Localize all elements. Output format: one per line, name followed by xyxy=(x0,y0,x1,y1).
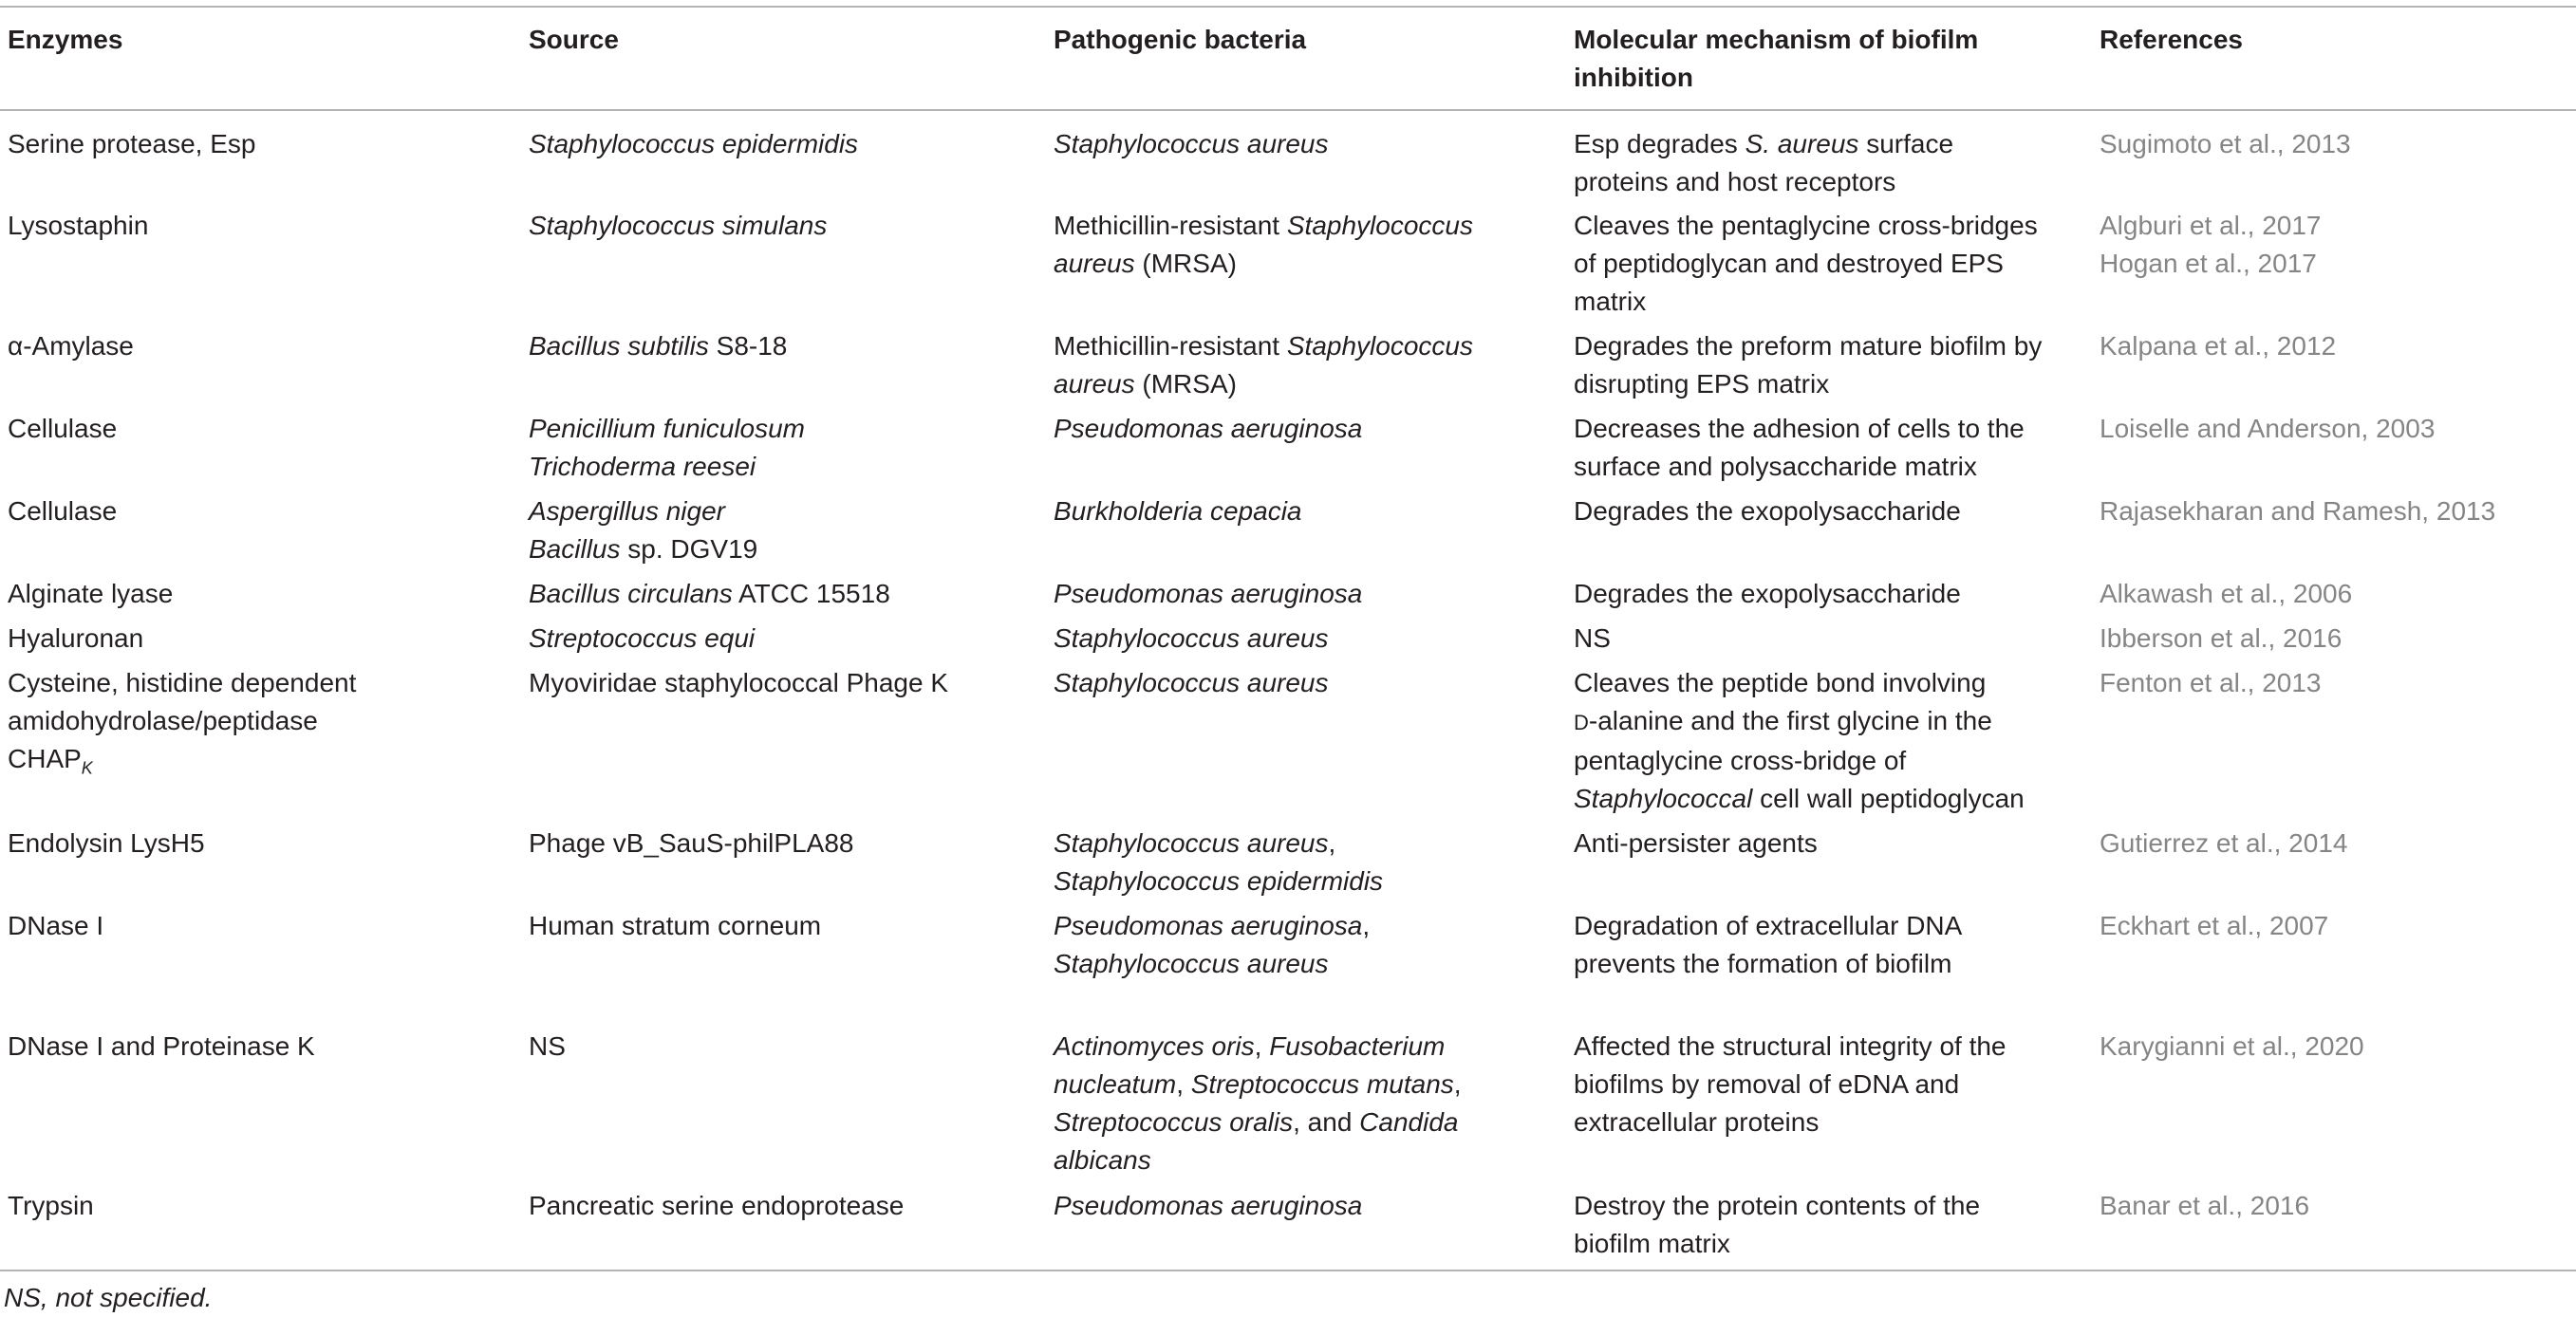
cell-text: Methicillin-resistant xyxy=(1054,331,1287,361)
cell-line xyxy=(1054,365,1557,403)
header-source: Source xyxy=(529,25,619,54)
table-row-6-enzyme xyxy=(8,575,520,613)
table-row-12-pathogen xyxy=(1054,1187,1557,1225)
table-row-9-pathogen xyxy=(1054,825,1557,900)
table-row-2-mechanism xyxy=(1574,207,2086,321)
table-row-4-enzyme xyxy=(8,410,520,448)
table-row-5-source xyxy=(529,492,1041,568)
table-row-6-mechanism xyxy=(1574,575,2086,613)
cell-line xyxy=(1054,825,1557,863)
reference-text: Karygianni et al., 2020 xyxy=(2100,1031,2364,1061)
cell-line xyxy=(1054,207,1557,245)
cell-line: Decreases the adhesion of cells to the xyxy=(1574,414,2025,443)
table-row-11-enzyme xyxy=(8,1028,520,1066)
cell-text: Trypsin xyxy=(8,1191,94,1220)
cell-text: ATCC 15518 xyxy=(732,579,890,608)
cell-text: NS xyxy=(1574,623,1611,653)
cell-line: amidohydrolase/peptidase xyxy=(8,706,318,735)
table-row-3-pathogen xyxy=(1054,327,1557,403)
cell-line: Cleaves the pentaglycine cross-bridges xyxy=(1574,211,2038,240)
cell-text: Human stratum corneum xyxy=(529,911,822,940)
cell-text-italic: Streptococcus oralis xyxy=(1054,1107,1294,1137)
cell-text: Staphylococcus aureus xyxy=(1054,623,1329,653)
cell-text: Esp degrades xyxy=(1574,129,1745,158)
cell-text: Staphylococcus aureus xyxy=(1054,129,1329,158)
cell-text-italic: Bacillus xyxy=(529,534,621,564)
table-row-8-mechanism xyxy=(1574,664,2086,818)
reference-text: Kalpana et al., 2012 xyxy=(2100,331,2337,361)
cell-line xyxy=(1054,1104,1557,1141)
cell-text: Lysostaphin xyxy=(8,211,149,240)
table-row-8-enzyme xyxy=(8,664,520,778)
table-row-2-pathogen xyxy=(1054,207,1557,283)
cell-line: Degradation of extracellular DNA xyxy=(1574,911,1963,940)
cell-line: prevents the formation of biofilm xyxy=(1574,949,1952,978)
reference-text: Hogan et al., 2017 xyxy=(2100,249,2317,278)
cell-line: Affected the structural integrity of the xyxy=(1574,1031,2007,1061)
cell-text: sp. DGV19 xyxy=(620,534,758,564)
cell-line xyxy=(529,530,1041,568)
table-row-7-references xyxy=(2100,620,2574,658)
table-row-12-enzyme xyxy=(8,1187,520,1225)
cell-text: Staphylococcus epidermidis xyxy=(529,129,859,158)
cell-text: Pseudomonas aeruginosa xyxy=(1054,1191,1363,1220)
table-footnote: NS, not specified. xyxy=(4,1283,213,1312)
table-row-3-source xyxy=(529,327,1041,365)
cell-text: Streptococcus equi xyxy=(529,623,756,653)
cell-text-italic: Staphylococcus xyxy=(1286,211,1473,240)
table-row-1-source xyxy=(529,125,1041,163)
table-row-2-source xyxy=(529,207,1041,245)
cell-text: , xyxy=(1254,1031,1270,1061)
cell-text: Pancreatic serine endoprotease xyxy=(529,1191,905,1220)
cell-text: (MRSA) xyxy=(1134,249,1237,278)
cell-line: Cleaves the peptide bond involving xyxy=(1574,668,1987,697)
cell-text-italic: aureus xyxy=(1054,369,1135,399)
cell-line: proteins and host receptors xyxy=(1574,167,1896,196)
cell-text: , and xyxy=(1293,1107,1360,1137)
table-row-10-references xyxy=(2100,907,2574,945)
cell-line xyxy=(1574,125,2086,163)
cell-text: DNase I xyxy=(8,911,104,940)
table-header-rule xyxy=(0,109,2576,111)
cell-line xyxy=(1054,907,1557,945)
cell-text: (MRSA) xyxy=(1134,369,1237,399)
table-row-12-source xyxy=(529,1187,1041,1225)
cell-text: Degrades the exopolysaccharide xyxy=(1574,496,1961,526)
cell-text-italic: nucleatum xyxy=(1054,1069,1177,1099)
cell-text-italic: Candida xyxy=(1359,1107,1459,1137)
cell-text: Burkholderia cepacia xyxy=(1054,496,1302,526)
table-row-3-references xyxy=(2100,327,2574,365)
table-row-4-source xyxy=(529,410,1041,486)
cell-line xyxy=(1574,780,2086,818)
cell-text: Endolysin LysH5 xyxy=(8,828,205,858)
cell-text: Hyaluronan xyxy=(8,623,144,653)
cell-text-italic: Bacillus subtilis xyxy=(529,331,709,361)
cell-text-italic: Staphylococcal xyxy=(1574,784,1753,813)
table-row-12-mechanism xyxy=(1574,1187,2086,1263)
cell-text: CHAP xyxy=(8,744,82,773)
table-row-7-mechanism xyxy=(1574,620,2086,658)
table-row-11-mechanism xyxy=(1574,1028,2086,1141)
cell-line: matrix xyxy=(1574,287,1647,316)
cell-text-italic: Pseudomonas aeruginosa xyxy=(1054,911,1363,940)
cell-text: , xyxy=(1453,1069,1462,1099)
reference-text: Eckhart et al., 2007 xyxy=(2100,911,2329,940)
table-row-2-enzyme xyxy=(8,207,520,245)
cell-line: Staphylococcus aureus xyxy=(1054,949,1329,978)
cell-text: DNase I and Proteinase K xyxy=(8,1031,315,1061)
reference-text: Gutierrez et al., 2014 xyxy=(2100,828,2348,858)
cell-line: Degrades the preform mature biofilm by xyxy=(1574,331,2043,361)
table-row-4-mechanism xyxy=(1574,410,2086,486)
table-row-7-enzyme xyxy=(8,620,520,658)
reference-text: Loiselle and Anderson, 2003 xyxy=(2100,414,2436,443)
table-row-6-source xyxy=(529,575,1041,613)
table-row-1-references xyxy=(2100,125,2574,163)
table-row-8-references xyxy=(2100,664,2574,702)
cell-text: Degrades the exopolysaccharide xyxy=(1574,579,1961,608)
cell-line: Aspergillus niger xyxy=(529,496,725,526)
cell-text: -alanine and the first glycine in the xyxy=(1588,706,1992,735)
cell-line: extracellular proteins xyxy=(1574,1107,1820,1137)
cell-text: Methicillin-resistant xyxy=(1054,211,1287,240)
cell-text: Pseudomonas aeruginosa xyxy=(1054,414,1363,443)
table-row-9-mechanism xyxy=(1574,825,2086,863)
table-row-7-pathogen xyxy=(1054,620,1557,658)
cell-text: Staphylococcus simulans xyxy=(529,211,828,240)
table-row-1-pathogen xyxy=(1054,125,1557,163)
header-enzymes: Enzymes xyxy=(8,25,123,54)
table-row-7-source xyxy=(529,620,1041,658)
cell-line: surface and polysaccharide matrix xyxy=(1574,452,1977,481)
reference-text: Sugimoto et al., 2013 xyxy=(2100,129,2351,158)
cell-text: NS xyxy=(529,1031,566,1061)
reference-text: Ibberson et al., 2016 xyxy=(2100,623,2343,653)
cell-line xyxy=(1054,1028,1557,1066)
table-top-rule xyxy=(0,6,2576,8)
cell-line: disrupting EPS matrix xyxy=(1574,369,1830,399)
table-row-10-mechanism xyxy=(1574,907,2086,983)
table-row-5-pathogen xyxy=(1054,492,1557,530)
cell-line xyxy=(1054,327,1557,365)
header-mechanism xyxy=(1574,21,2086,97)
cell-text: , xyxy=(1362,911,1371,940)
cell-text: Anti-persister agents xyxy=(1574,828,1818,858)
table-row-11-pathogen xyxy=(1054,1028,1557,1179)
cell-line: Cysteine, histidine dependent xyxy=(8,668,357,697)
cell-text-italic: Bacillus circulans xyxy=(529,579,733,608)
table-row-5-enzyme xyxy=(8,492,520,530)
cell-line: Destroy the protein contents of the xyxy=(1574,1191,1981,1220)
table-row-10-source xyxy=(529,907,1041,945)
cell-text-italic: aureus xyxy=(1054,249,1135,278)
table-row-5-references xyxy=(2100,492,2574,530)
table-row-6-pathogen xyxy=(1054,575,1557,613)
cell-text: Pseudomonas aeruginosa xyxy=(1054,579,1363,608)
table-row-11-source xyxy=(529,1028,1041,1066)
cell-line: biofilm matrix xyxy=(1574,1229,1730,1258)
header-mechanism-line2: inhibition xyxy=(1574,63,1693,92)
cell-text: α-Amylase xyxy=(8,331,134,361)
cell-line: biofilms by removal of eDNA and xyxy=(1574,1069,1960,1099)
cell-line xyxy=(1054,245,1557,283)
cell-text: surface xyxy=(1858,129,1954,158)
cell-text: Phage vB_SauS-philPLA88 xyxy=(529,828,854,858)
table-row-3-mechanism xyxy=(1574,327,2086,403)
table-row-8-source xyxy=(529,664,1041,702)
table-row-11-references xyxy=(2100,1028,2574,1066)
subscript-text: K xyxy=(81,758,93,778)
cell-text-smallcaps: D xyxy=(1574,711,1589,734)
table-row-9-source xyxy=(529,825,1041,863)
reference-text: Fenton et al., 2013 xyxy=(2100,668,2322,697)
table-row-1-enzyme xyxy=(8,125,520,163)
reference-text: Banar et al., 2016 xyxy=(2100,1191,2310,1220)
table-row-4-references xyxy=(2100,410,2574,448)
table-row-9-references xyxy=(2100,825,2574,863)
table-row-4-pathogen xyxy=(1054,410,1557,448)
table-row-2-references xyxy=(2100,207,2574,283)
table-row-1-mechanism xyxy=(1574,125,2086,201)
table-bottom-rule xyxy=(0,1270,2576,1271)
cell-text-italic: S. aureus xyxy=(1745,129,1859,158)
cell-line: Trichoderma reesei xyxy=(529,452,756,481)
cell-line: albicans xyxy=(1054,1145,1151,1175)
reference-text: Alkawash et al., 2006 xyxy=(2100,579,2353,608)
cell-line xyxy=(1574,702,2086,742)
cell-line xyxy=(8,740,520,778)
table-row-8-pathogen xyxy=(1054,664,1557,702)
header-mechanism-line1: Molecular mechanism of biofilm xyxy=(1574,25,1979,54)
cell-text: , xyxy=(1176,1069,1191,1099)
cell-text-italic: Actinomyces oris xyxy=(1054,1031,1255,1061)
cell-text: Cellulase xyxy=(8,414,118,443)
cell-text: cell wall peptidoglycan xyxy=(1752,784,2025,813)
cell-text-italic: Fusobacterium xyxy=(1269,1031,1446,1061)
table-row-10-enzyme xyxy=(8,907,520,945)
cell-text: Staphylococcus aureus xyxy=(1054,668,1329,697)
header-references: References xyxy=(2100,25,2243,54)
table-row-9-enzyme xyxy=(8,825,520,863)
cell-line: of peptidoglycan and destroyed EPS xyxy=(1574,249,2004,278)
header-pathogenic-bacteria: Pathogenic bacteria xyxy=(1054,25,1307,54)
cell-line: pentaglycine cross-bridge of xyxy=(1574,746,1907,775)
cell-line: Staphylococcus epidermidis xyxy=(1054,866,1384,896)
cell-text: , xyxy=(1328,828,1336,858)
cell-text-italic: Streptococcus mutans xyxy=(1190,1069,1454,1099)
cell-line xyxy=(1054,1066,1557,1104)
table-row-6-references xyxy=(2100,575,2574,613)
cell-text: Cellulase xyxy=(8,496,118,526)
cell-text-italic: Staphylococcus xyxy=(1286,331,1473,361)
cell-text: Myoviridae staphylococcal Phage K xyxy=(529,668,949,697)
cell-text: Serine protease, Esp xyxy=(8,129,256,158)
table-row-10-pathogen xyxy=(1054,907,1557,983)
cell-text-italic: Staphylococcus aureus xyxy=(1054,828,1329,858)
table-row-3-enzyme xyxy=(8,327,520,365)
reference-text: Algburi et al., 2017 xyxy=(2100,211,2322,240)
reference-text: Rajasekharan and Ramesh, 2013 xyxy=(2100,496,2496,526)
table-row-12-references xyxy=(2100,1187,2574,1225)
table-row-5-mechanism xyxy=(1574,492,2086,530)
cell-text: Alginate lyase xyxy=(8,579,174,608)
cell-text: S8-18 xyxy=(708,331,788,361)
cell-line: Penicillium funiculosum xyxy=(529,414,806,443)
